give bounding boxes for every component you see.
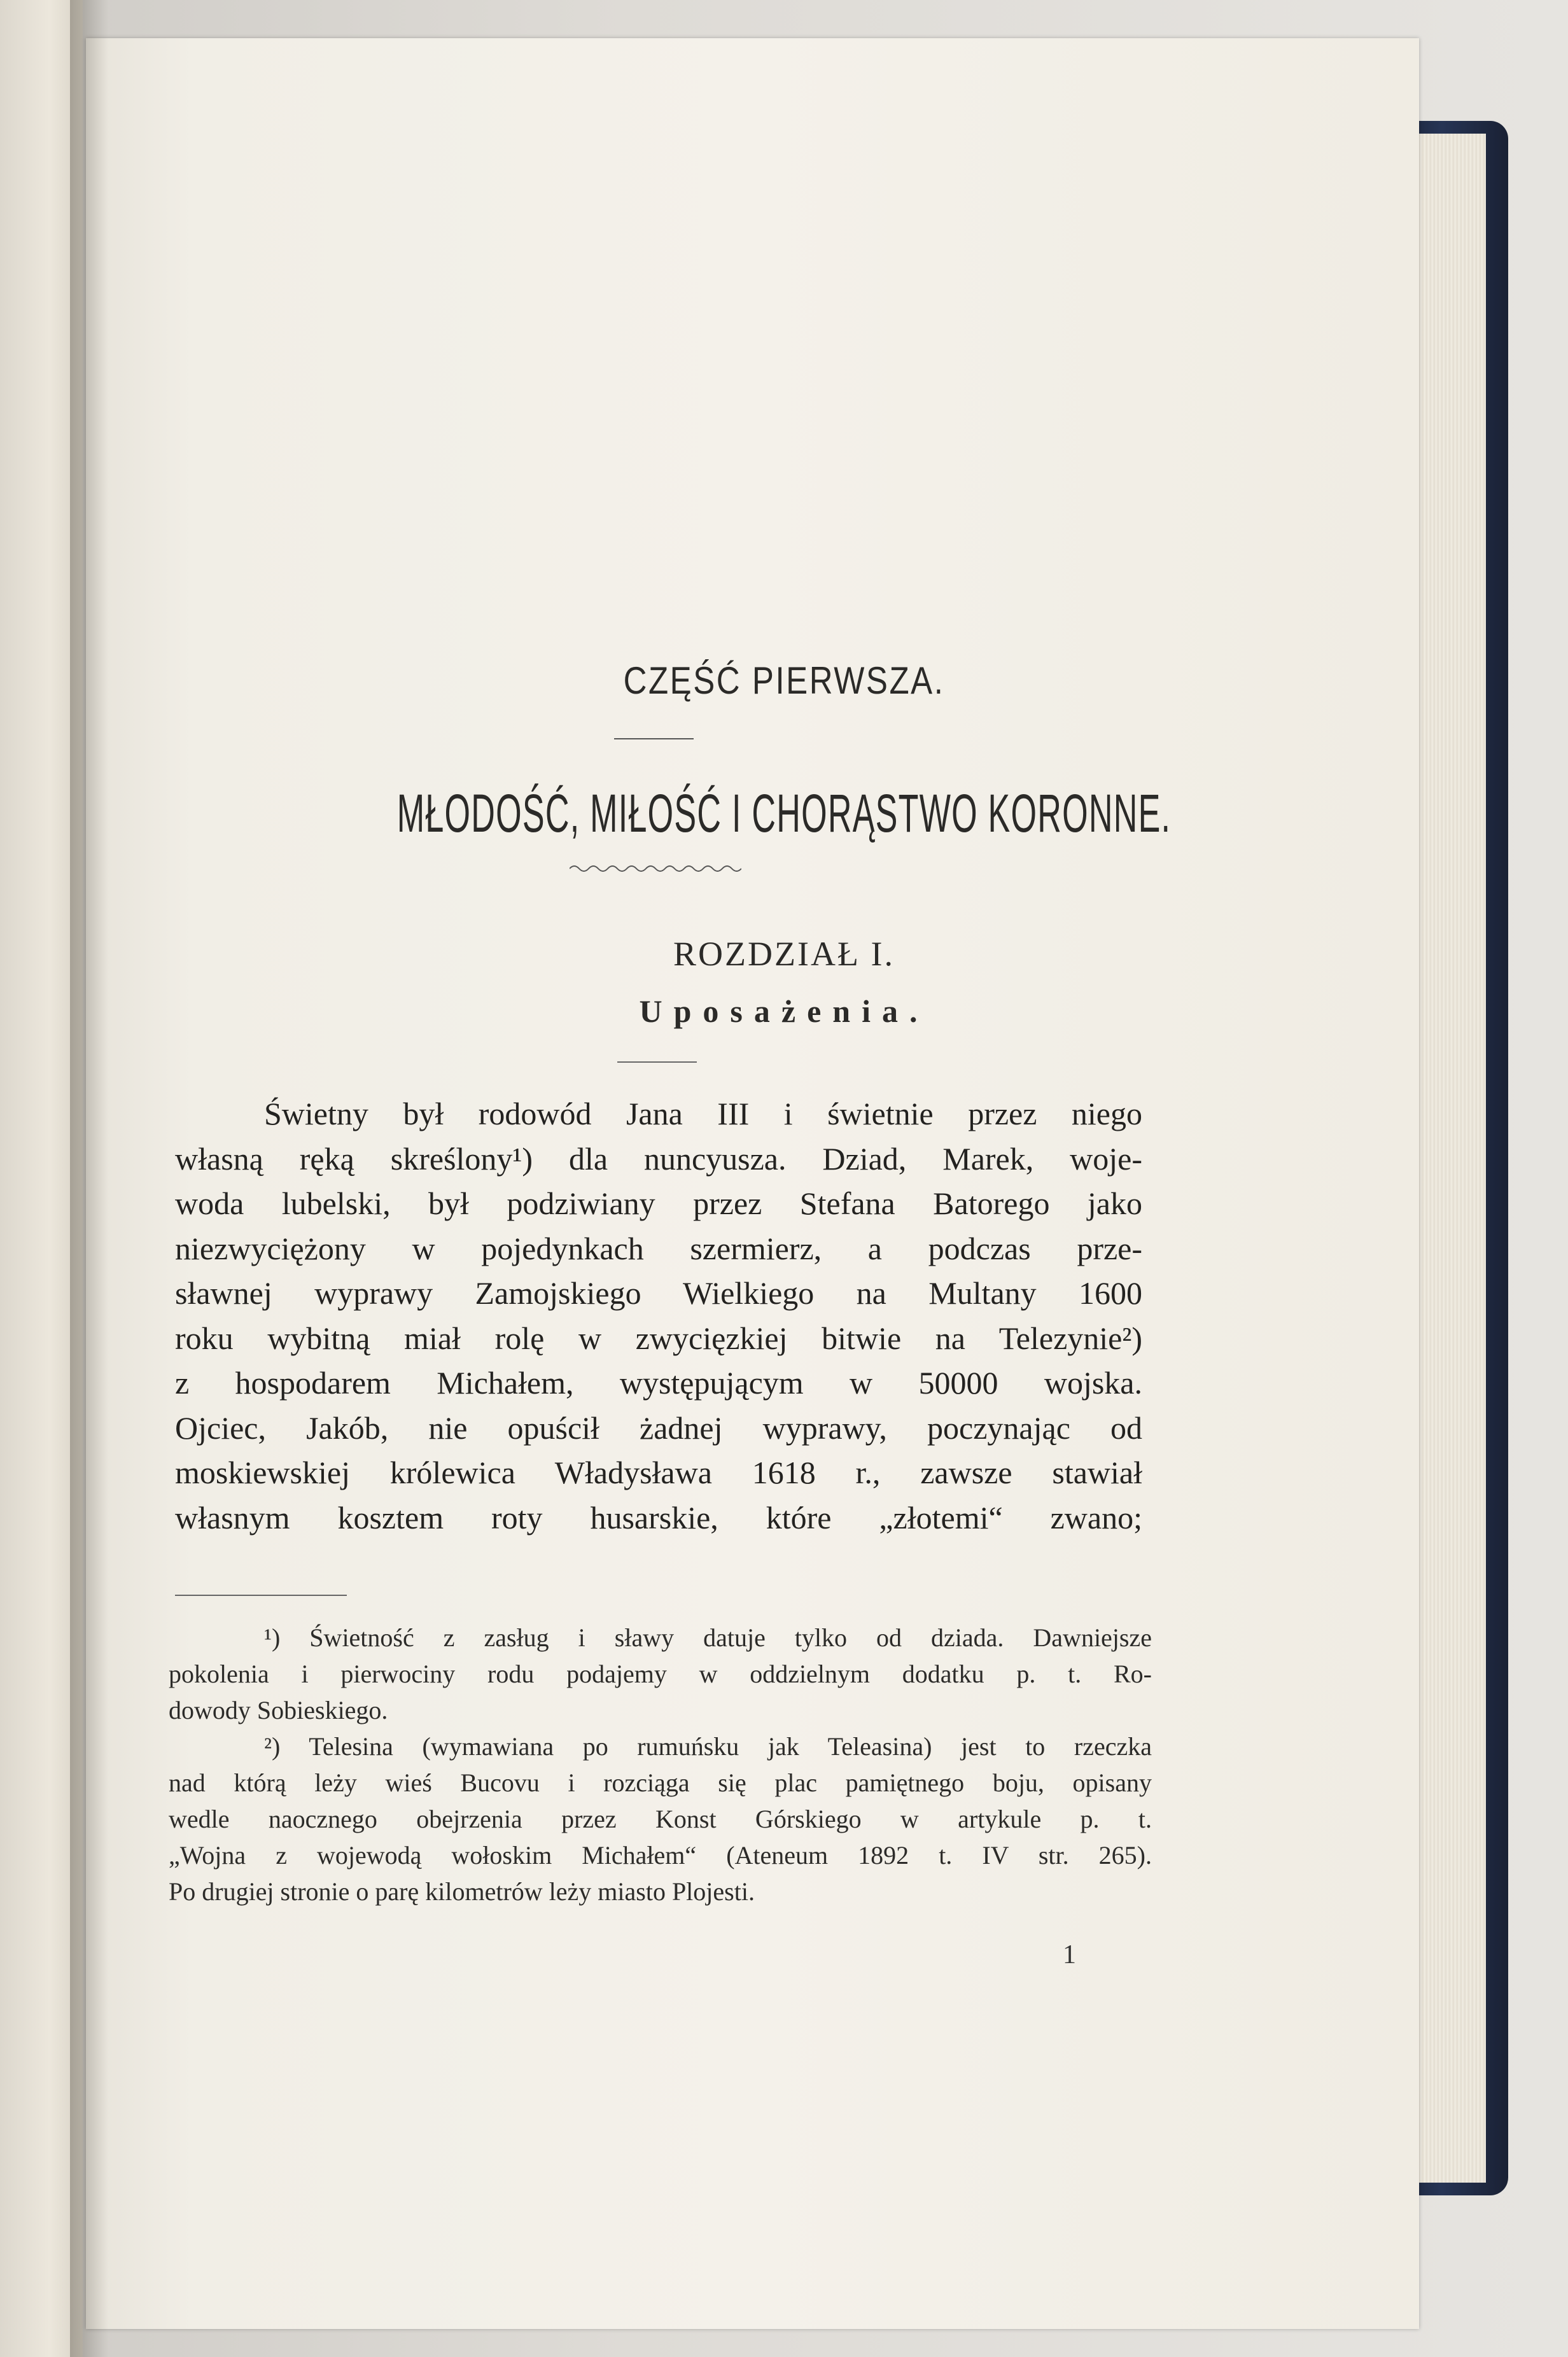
footnote-line: nad którą leży wieś Bucovu i rozciąga się plac pamiętnego boju, opisany [169, 1768, 1152, 1797]
book-gutter [70, 0, 108, 2357]
body-text [175, 1091, 1142, 1540]
part-title: CZĘŚĆ PIERWSZA. [623, 659, 945, 702]
page-number: 1 [1063, 1940, 1076, 1969]
chapter-number: ROZDZIAŁ I. [673, 935, 895, 973]
body-line: roku wybitną miał rolę w zwycięzkiej bitwie na Telezynie²) [175, 1320, 1142, 1356]
page-edges [1410, 134, 1486, 2183]
footnote-line: ¹) Świetność z zasług i sławy datuje tylko od dziada. Dawniejsze [264, 1623, 1152, 1652]
main-title: MŁODOŚĆ, MIŁOŚĆ I CHORĄSTWO KORONNE. [396, 783, 1172, 843]
body-line: własnym kosztem roty husarskie, które „złotemi“ zwano; [175, 1499, 1142, 1535]
chapter-rule [617, 1061, 697, 1063]
footnote-line: dowody Sobieskiego. [169, 1696, 388, 1724]
body-line: niezwyciężony w pojedynkach szermierz, a podczas prze- [175, 1230, 1142, 1266]
body-line: Ojciec, Jakób, nie opuścił żadnej wyprawy, poczynając od [175, 1409, 1142, 1446]
body-line: woda lubelski, był podziwiany przez Stefana Batorego jako [175, 1185, 1142, 1221]
footnote-line: „Wojna z wojewodą wołoskim Michałem“ (Ateneum 1892 t. IV str. 265). [169, 1841, 1152, 1870]
footnote-line: ²) Telesina (wymawiana po rumuńsku jak Teleasina) jest to rzeczka [264, 1732, 1152, 1761]
footnotes [169, 1619, 1152, 1910]
title-rule [614, 738, 694, 739]
footnote-separator [175, 1595, 347, 1596]
footnote-line: wedle naocznego obejrzenia przez Konst Górskiego w artykule p. t. [169, 1805, 1152, 1833]
body-line: z hospodarem Michałem, występującym w 50000 wojska. [175, 1365, 1142, 1401]
footnote-line: pokolenia i pierwociny rodu podajemy w oddzielnym dodatku p. t. Ro- [169, 1660, 1152, 1688]
footnote-line: Po drugiej stronie o parę kilometrów leży miasto Plojesti. [169, 1877, 755, 1906]
wavy-ornament [570, 862, 741, 875]
body-line: Świetny był rodowód Jana III i świetnie przez niego [264, 1096, 1142, 1131]
chapter-title: Uposażenia. [639, 993, 929, 1029]
body-line: własną ręką skreślony¹) dla nuncyusza. Dziad, Marek, woje- [175, 1140, 1142, 1177]
body-line: moskiewskiej królewica Władysława 1618 r., zawsze stawiał [175, 1455, 1142, 1490]
body-line: sławnej wyprawy Zamojskiego Wielkiego na Multany 1600 [175, 1275, 1142, 1311]
